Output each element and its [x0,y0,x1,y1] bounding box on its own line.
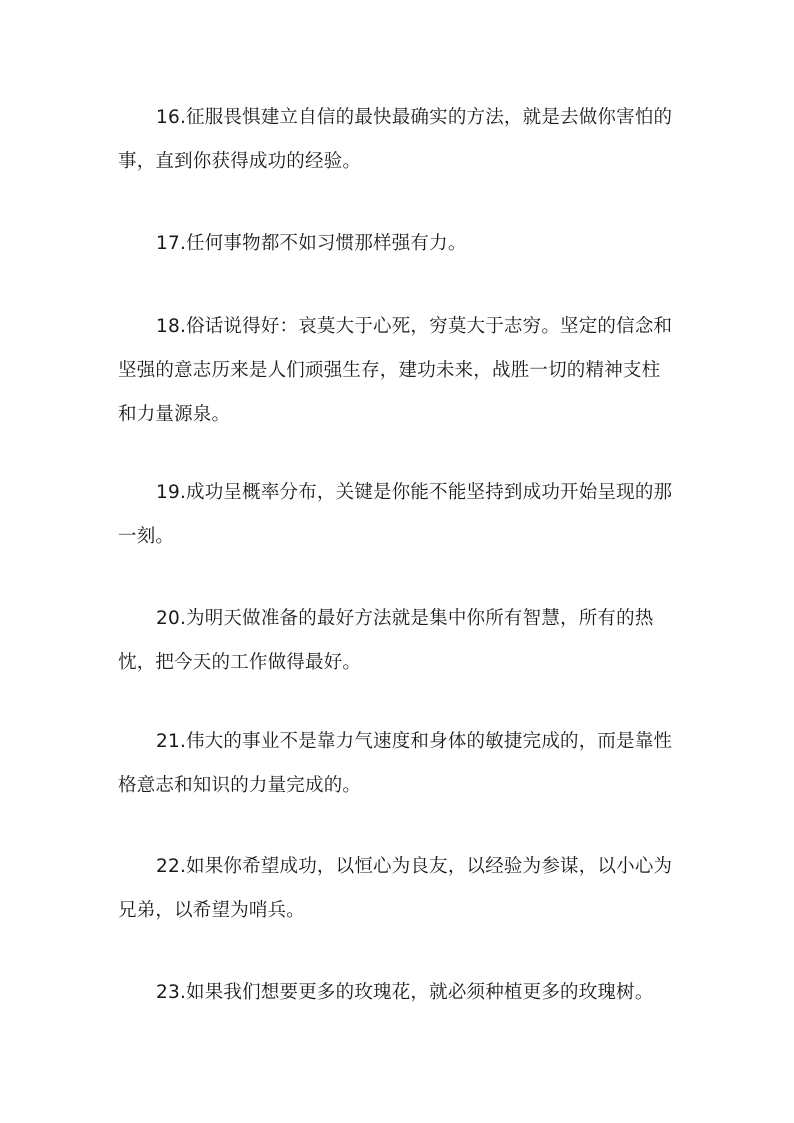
quote-paragraph-22: 22.如果你希望成功，以恒心为良友，以经验为参谋，以小心为兄弟，以希望为哨兵。 [118,856,673,921]
quote-paragraph-16: 16.征服畏惧建立自信的最快最确实的方法，就是去做你害怕的事，直到你获得成功的经验。 [118,107,673,172]
quote-paragraph-17: 17.任何事物都不如习惯那样强有力。 [156,233,467,254]
quote-paragraph-21: 21.伟大的事业不是靠力气速度和身体的敏捷完成的，而是靠性格意志和知识的力量完成的。 [118,731,673,796]
quote-paragraph-18: 18.俗话说得好：哀莫大于心死，穷莫大于志穷。坚定的信念和坚强的意志历来是人们顽强生存，建功未来，战胜一切的精神支柱和力量源泉。 [118,316,673,425]
quote-paragraph-20: 20.为明天做准备的最好方法就是集中你所有智慧，所有的热忱，把今天的工作做得最好。 [118,608,654,673]
quote-paragraph-19: 19.成功呈概率分布，关键是你能不能坚持到成功开始呈现的那一刻。 [118,482,673,547]
quote-paragraph-23: 23.如果我们想要更多的玫瑰花，就必须种植更多的玫瑰树。 [156,982,654,1003]
